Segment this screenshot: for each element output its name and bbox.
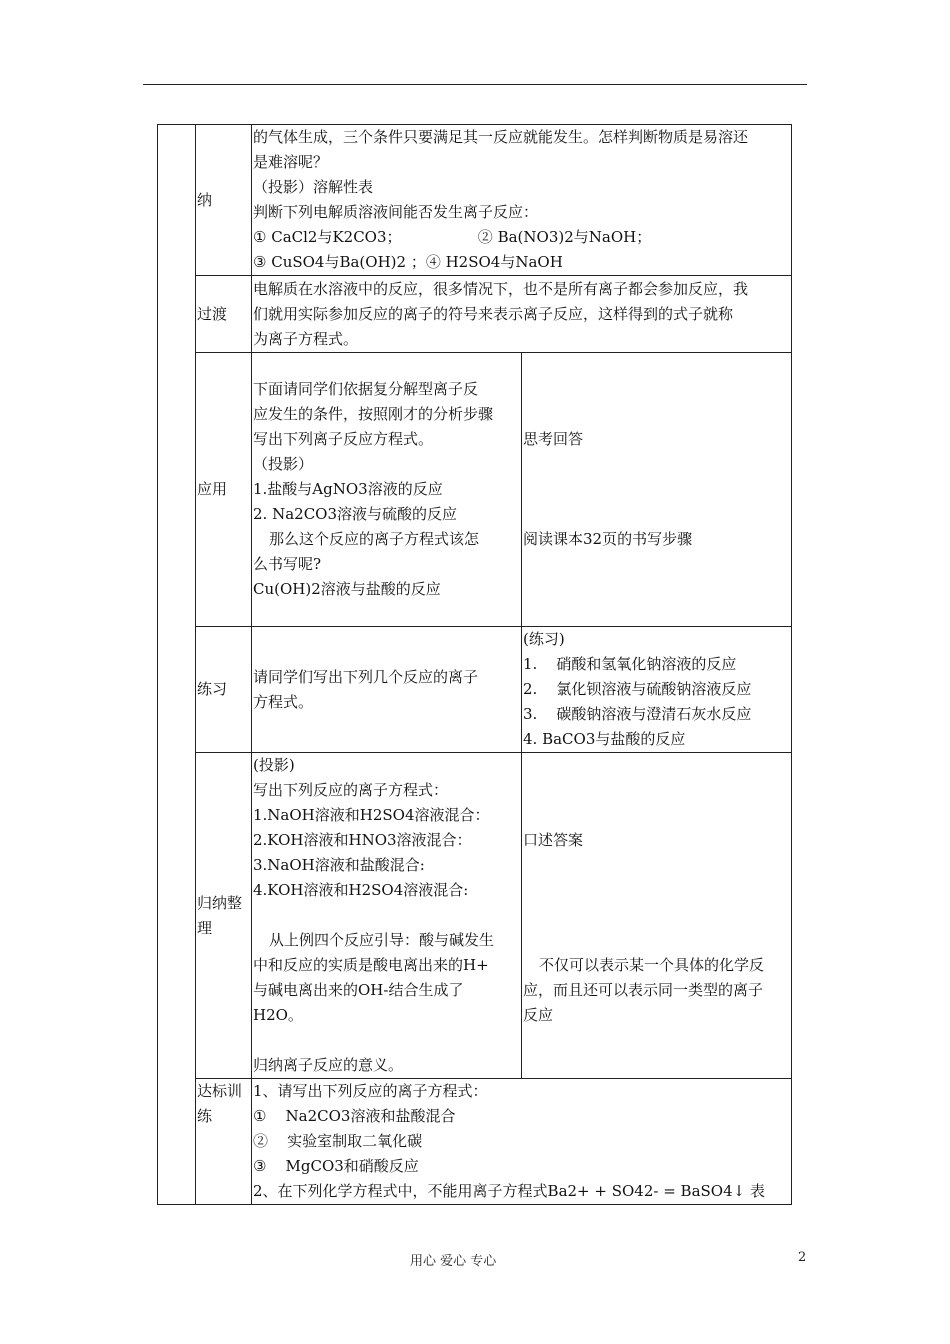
lesson-plan-table [157,124,792,1205]
row-guina [158,125,792,276]
text-line: ③ MgCO3和硝酸反应 [253,1157,419,1175]
text-line: ② 实验室制取二氧化碳 [253,1132,423,1150]
text-line: 4. BaCO3与盐酸的反应 [523,730,686,748]
text-line: 写出下列反应的离子方程式： [253,781,449,799]
student-cell [522,627,792,753]
text-line: 么书写呢? [253,555,322,573]
text-line: 写出下列离子反应方程式。 [253,430,434,448]
text-line: （投影） [253,455,314,473]
content-cell [252,1079,792,1205]
row-label: 过渡 [196,276,252,353]
text-line: H2O。 [253,1006,303,1024]
row-label-text: 达标训练 [197,1082,243,1125]
text-line: ① CaCl2与K2CO3； ② Ba(NO3)2与NaOH； [253,228,652,246]
student-cell [522,353,792,627]
spacer [523,753,790,828]
text-line: 3. 碳酸钠溶液与澄清石灰水反应 [523,705,752,723]
text-line: （投影）溶解性表 [253,178,374,196]
text-line: 判断下列电解质溶液间能否发生离子反应： [253,203,539,221]
text-line: 们就用实际参加反应的离子的符号来表示离子反应，这样得到的式子就称 [253,304,734,323]
text-line: 不仅可以表示某一个具体的化学反 [539,956,765,974]
text-line: 口述答案 [523,831,584,849]
text-line: 2.KOH溶液和HNO3溶液混合： [253,831,472,849]
text-line: 1. 硝酸和氢氧化钠溶液的反应 [523,655,737,673]
row-label: 应用 [196,353,252,627]
text-line: 请同学们写出下列几个反应的离子 [253,667,479,686]
teacher-cell [252,753,522,1079]
text-line: 2. Na2CO3溶液与硫酸的反应 [253,505,458,523]
text-line: 是难溶呢？ [253,153,329,171]
text-line: 应发生的条件，按照刚才的分析步骤 [253,405,494,423]
row-label: 纳 [196,125,252,276]
text-line: 1、请写出下列反应的离子方程式： [253,1082,488,1100]
spacer [523,452,790,527]
text-line: 方程式。 [253,692,314,711]
text-line: 2、在下列化学方程式中，不能用离子方程式Ba2+ + SO42- = BaSO4↓ 表 [253,1182,765,1200]
stage-column [158,125,196,1205]
row-lianxi [158,627,792,753]
text-line: ① Na2CO3溶液和盐酸混合 [253,1107,456,1125]
spacer [253,903,520,928]
text-line: 4.KOH溶液和H2SO4溶液混合: [253,881,469,899]
text-line: 为离子方程式。 [253,329,359,348]
row-label-text: 归纳整理 [197,893,243,937]
content-cell [252,276,792,353]
spacer [253,1028,520,1053]
text-line: 与碱电离出来的OH-结合生成了 [253,981,464,999]
content-cell [252,125,792,276]
row-label [196,1079,252,1205]
text-line: 从上例四个反应引导：酸与碱发生 [269,931,495,949]
text-line: 1.NaOH溶液和H2SO4溶液混合： [253,806,490,824]
text-line: Cu(OH)2溶液与盐酸的反应 [253,580,441,598]
row-dabiao [158,1079,792,1205]
text-line: 阅读课本32页的书写步骤 [523,530,693,548]
text-line: (投影) [253,756,295,774]
text-line: 的气体生成，三个条件只要满足其一反应就能发生。怎样判断物质是易溶还 [253,128,749,146]
spacer [523,853,790,953]
text-line: 中和反应的实质是酸电离出来的H+ [253,956,489,974]
header-rule [143,84,807,85]
text-line: 下面请同学们依据复分解型离子反 [253,380,479,398]
row-guodu [158,276,792,353]
teacher-cell [252,353,522,627]
text-line: 电解质在水溶液中的反应，很多情况下，也不是所有离子都会参加反应，我 [253,279,749,298]
text-line: 归纳离子反应的意义。 [253,1056,404,1074]
text-line: ③ CuSO4与Ba(OH)2 ；④ H2SO4与NaOH [253,253,563,271]
text-line: 思考回答 [523,430,584,448]
text-line: 反应 [523,1006,554,1024]
row-yingyong [158,353,792,627]
row-guina-zhengli [158,753,792,1079]
text-line: 那么这个反应的离子方程式该怎 [269,530,480,548]
footer-motto: 用心 爱心 专心 [410,1254,497,1269]
teacher-cell [252,627,522,753]
text-line: (练习) [523,630,565,648]
page-number: 2 [798,1250,807,1265]
row-label [196,753,252,1079]
student-cell [522,753,792,1079]
row-label: 练习 [196,627,252,753]
text-line: 应，而且还可以表示同一类型的离子 [523,981,764,999]
text-line: 1.盐酸与AgNO3溶液的反应 [253,480,443,498]
text-line: 2. 氯化钡溶液与硫酸钠溶液反应 [523,680,752,698]
text-line: 3.NaOH溶液和盐酸混合: [253,856,425,874]
